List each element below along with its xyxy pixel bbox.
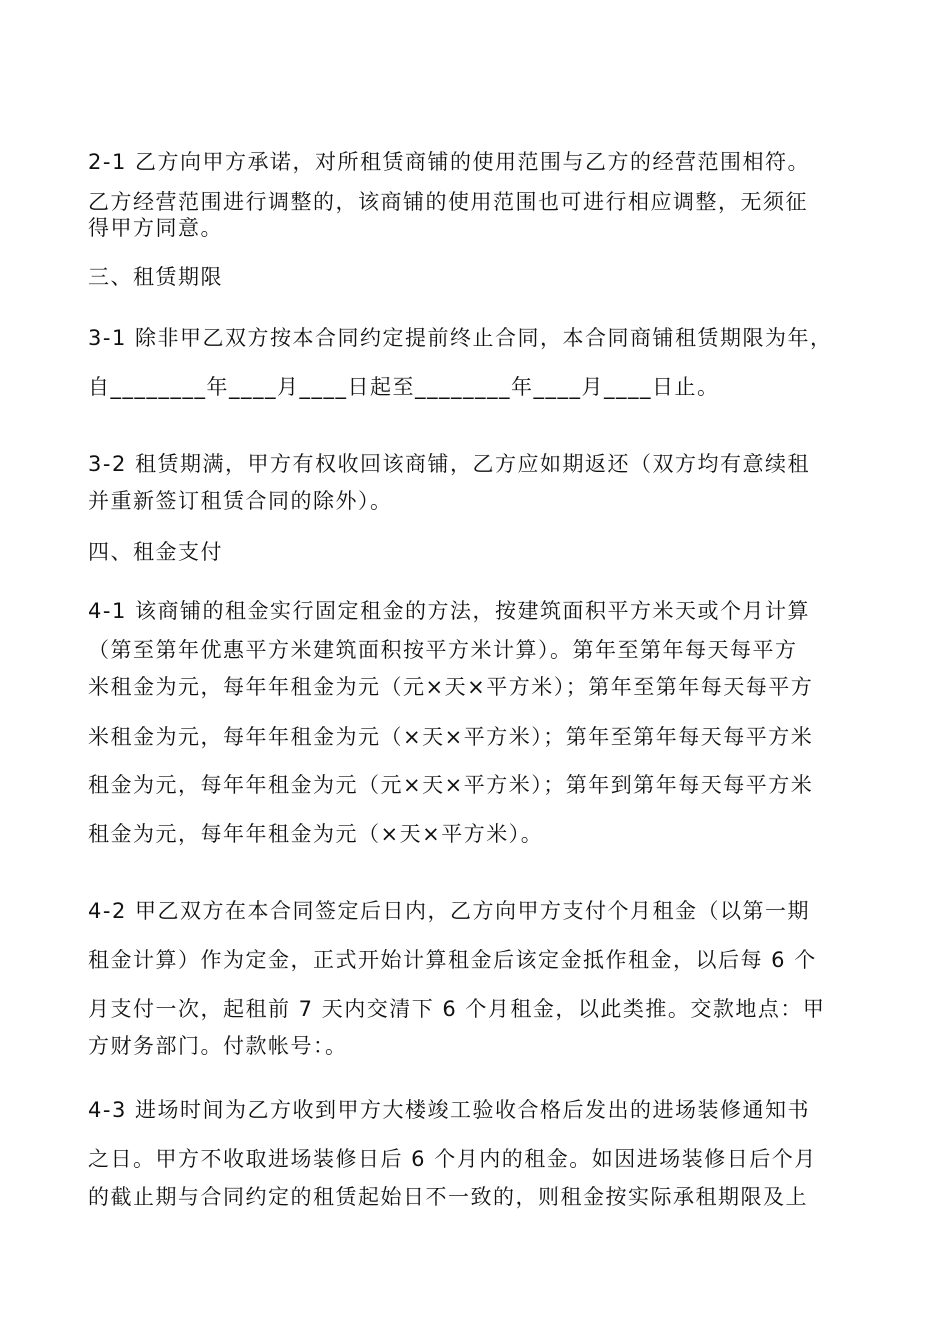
text-line: 2-1 乙方向甲方承诺，对所租赁商铺的使用范围与乙方的经营范围相符。 — [88, 150, 810, 174]
text-line: 4-3 进场时间为乙方收到甲方大楼竣工验收合格后发出的进场装修通知书 — [88, 1098, 810, 1122]
text-line: 米租金为元，每年年租金为元（元×天×平方米）；第年至第年每天每平方 — [88, 675, 814, 699]
text-line: 方财务部门。付款帐号：。 — [88, 1034, 348, 1058]
text-line: 4-2 甲乙双方在本合同签定后日内，乙方向甲方支付个月租金（以第一期 — [88, 899, 810, 923]
text-line: 乙方经营范围进行调整的，该商铺的使用范围也可进行相应调整，无须征 — [88, 190, 808, 214]
section-heading: 三、租赁期限 — [88, 265, 223, 289]
text-line: 3-2 租赁期满，甲方有权收回该商铺，乙方应如期返还（双方均有意续租 — [88, 452, 810, 476]
text-line: 米租金为元，每年年租金为元（×天×平方米）；第年至第年每天每平方米 — [88, 725, 814, 749]
text-line: 并重新签订租赁合同的除外）。 — [88, 489, 393, 513]
text-line: （第至第年优惠平方米建筑面积按平方米计算）。第年至第年每天每平方 — [88, 638, 798, 662]
text-line: 自________年____月____日起至________年____月____日止。 — [88, 375, 720, 399]
text-line: 4-1 该商铺的租金实行固定租金的方法，按建筑面积平方米天或个月计算 — [88, 599, 810, 623]
text-line: 得甲方同意。 — [88, 216, 223, 240]
text-line: 月支付一次，起租前 7 天内交清下 6 个月租金，以此类推。交款地点：甲 — [88, 997, 826, 1021]
text-line: 租金为元，每年年租金为元（×天×平方米）。 — [88, 822, 544, 846]
text-line: 3-1 除非甲乙双方按本合同约定提前终止合同，本合同商铺租赁期限为年， — [88, 326, 833, 350]
section-heading: 四、租金支付 — [88, 540, 223, 564]
text-line: 租金计算）作为定金，正式开始计算租金后该定金抵作租金，以后每 6 个 — [88, 948, 817, 972]
text-line: 之日。甲方不收取进场装修日后 6 个月内的租金。如因进场装修日后个月 — [88, 1147, 817, 1171]
text-line: 租金为元，每年年租金为元（元×天×平方米）；第年到第年每天每平方米 — [88, 773, 814, 797]
text-line: 的截止期与合同约定的租赁起始日不一致的，则租金按实际承租期限及上 — [88, 1185, 808, 1209]
